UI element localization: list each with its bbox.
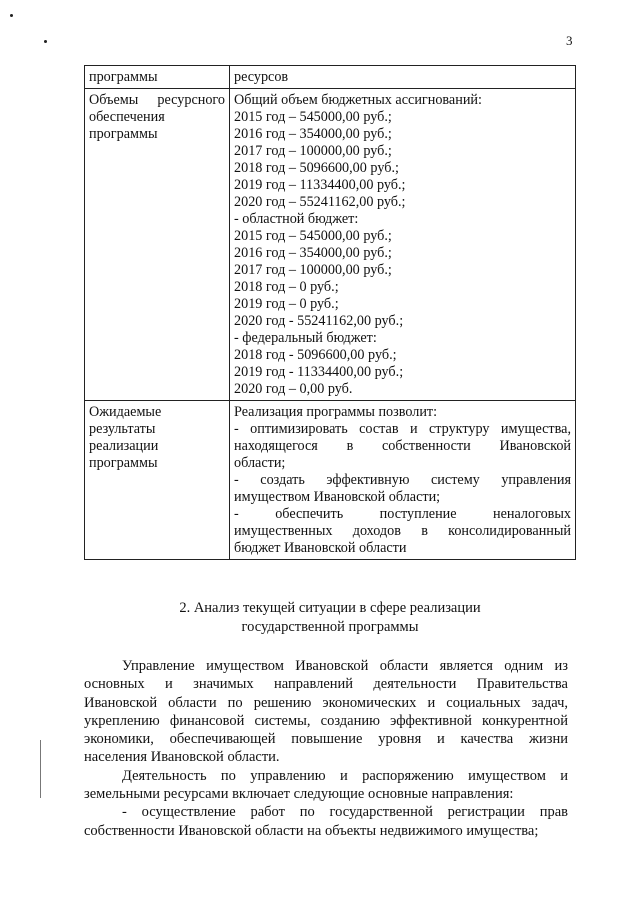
section-heading xyxy=(84,599,576,637)
paragraph-line: - осуществление работ по государственной регистрации прав xyxy=(122,804,568,821)
scan-speck xyxy=(10,14,13,17)
row-label-results xyxy=(85,401,230,560)
page-number: 3 xyxy=(566,33,573,48)
paragraph-line: населения Ивановской области. xyxy=(84,749,280,766)
label-line: Ожидаемые xyxy=(89,404,162,420)
label-line: обеспечения xyxy=(89,109,165,125)
value-line: Реализация программы позволит: xyxy=(234,404,438,420)
heading-line: государственной программы xyxy=(241,619,419,635)
value-line: - обеспечить поступление неналоговых xyxy=(234,506,571,522)
value-line: области; xyxy=(234,455,286,471)
section-body xyxy=(84,657,568,840)
value-line: имуществом Ивановской области; xyxy=(234,489,441,505)
header-cell-1: программы xyxy=(85,66,230,89)
value-line: 2020 год – 55241162,00 руб.; xyxy=(234,194,406,210)
label-line: результаты xyxy=(89,421,156,437)
row-value-results xyxy=(230,401,576,560)
value-line: 2015 год – 545000,00 руб.; xyxy=(234,228,392,244)
value-line: имущественных доходов в консолидированный xyxy=(234,523,571,539)
value-line: находящегося в собственности Ивановской xyxy=(234,438,571,454)
table-row-results xyxy=(85,401,576,560)
value-line: 2018 год - 5096600,00 руб.; xyxy=(234,347,397,363)
row-label-resources xyxy=(85,89,230,401)
value-line: 2020 год – 0,00 руб. xyxy=(234,381,353,397)
label-line: Объемы ресурсного xyxy=(89,92,225,108)
paragraph-line: основных и значимых направлений деятельности Правительства xyxy=(84,676,568,693)
program-passport-table xyxy=(84,65,576,560)
value-line: - оптимизировать состав и структуру имущества, xyxy=(234,421,571,437)
value-line: - федеральный бюджет: xyxy=(234,330,377,346)
value-line: 2019 год – 11334400,00 руб.; xyxy=(234,177,406,193)
paragraph-line: земельными ресурсами включает следующие основные направления: xyxy=(84,786,514,803)
paragraph-line: Ивановской области по решению экономических и социальных задач, xyxy=(84,694,568,711)
value-line: 2016 год – 354000,00 руб.; xyxy=(234,245,392,261)
header-cell-2: ресурсов xyxy=(230,66,576,89)
value-line: Общий объем бюджетных ассигнований: xyxy=(234,92,482,108)
value-line: 2017 год – 100000,00 руб.; xyxy=(234,262,392,278)
value-line: 2020 год - 55241162,00 руб.; xyxy=(234,313,404,329)
table-header-row xyxy=(85,66,576,89)
value-line: 2015 год – 545000,00 руб.; xyxy=(234,109,392,125)
label-line: реализации xyxy=(89,438,159,454)
value-line: 2019 год – 0 руб.; xyxy=(234,296,339,312)
row-value-resources xyxy=(230,89,576,401)
heading-line: 2. Анализ текущей ситуации в сфере реализации xyxy=(179,600,481,616)
value-line: бюджет Ивановской области xyxy=(234,540,407,556)
value-line: 2016 год – 354000,00 руб.; xyxy=(234,126,392,142)
paragraph-line: Деятельность по управлению и распоряжению имуществом и xyxy=(122,767,568,784)
value-line: 2018 год – 5096600,00 руб.; xyxy=(234,160,399,176)
label-line: программы xyxy=(89,455,158,471)
scan-speck xyxy=(44,40,47,43)
value-line: - создать эффективную систему управления xyxy=(234,472,571,488)
paragraph-line: укреплению финансовой системы, созданию эффективной конкурентной xyxy=(84,712,568,729)
value-line: 2018 год – 0 руб.; xyxy=(234,279,339,295)
scan-margin-mark xyxy=(40,740,41,798)
value-line: - областной бюджет: xyxy=(234,211,359,227)
value-line: 2017 год – 100000,00 руб.; xyxy=(234,143,392,159)
table-row-resources xyxy=(85,89,576,401)
value-line: 2019 год - 11334400,00 руб.; xyxy=(234,364,404,380)
label-line: программы xyxy=(89,126,158,142)
paragraph-line: Управление имуществом Ивановской области является одним из xyxy=(122,658,568,674)
paragraph-line: собственности Ивановской области на объекты недвижимого имущества; xyxy=(84,822,539,839)
paragraph-line: экономики, обеспечивающей повышение уровня и качества жизни xyxy=(84,731,568,748)
